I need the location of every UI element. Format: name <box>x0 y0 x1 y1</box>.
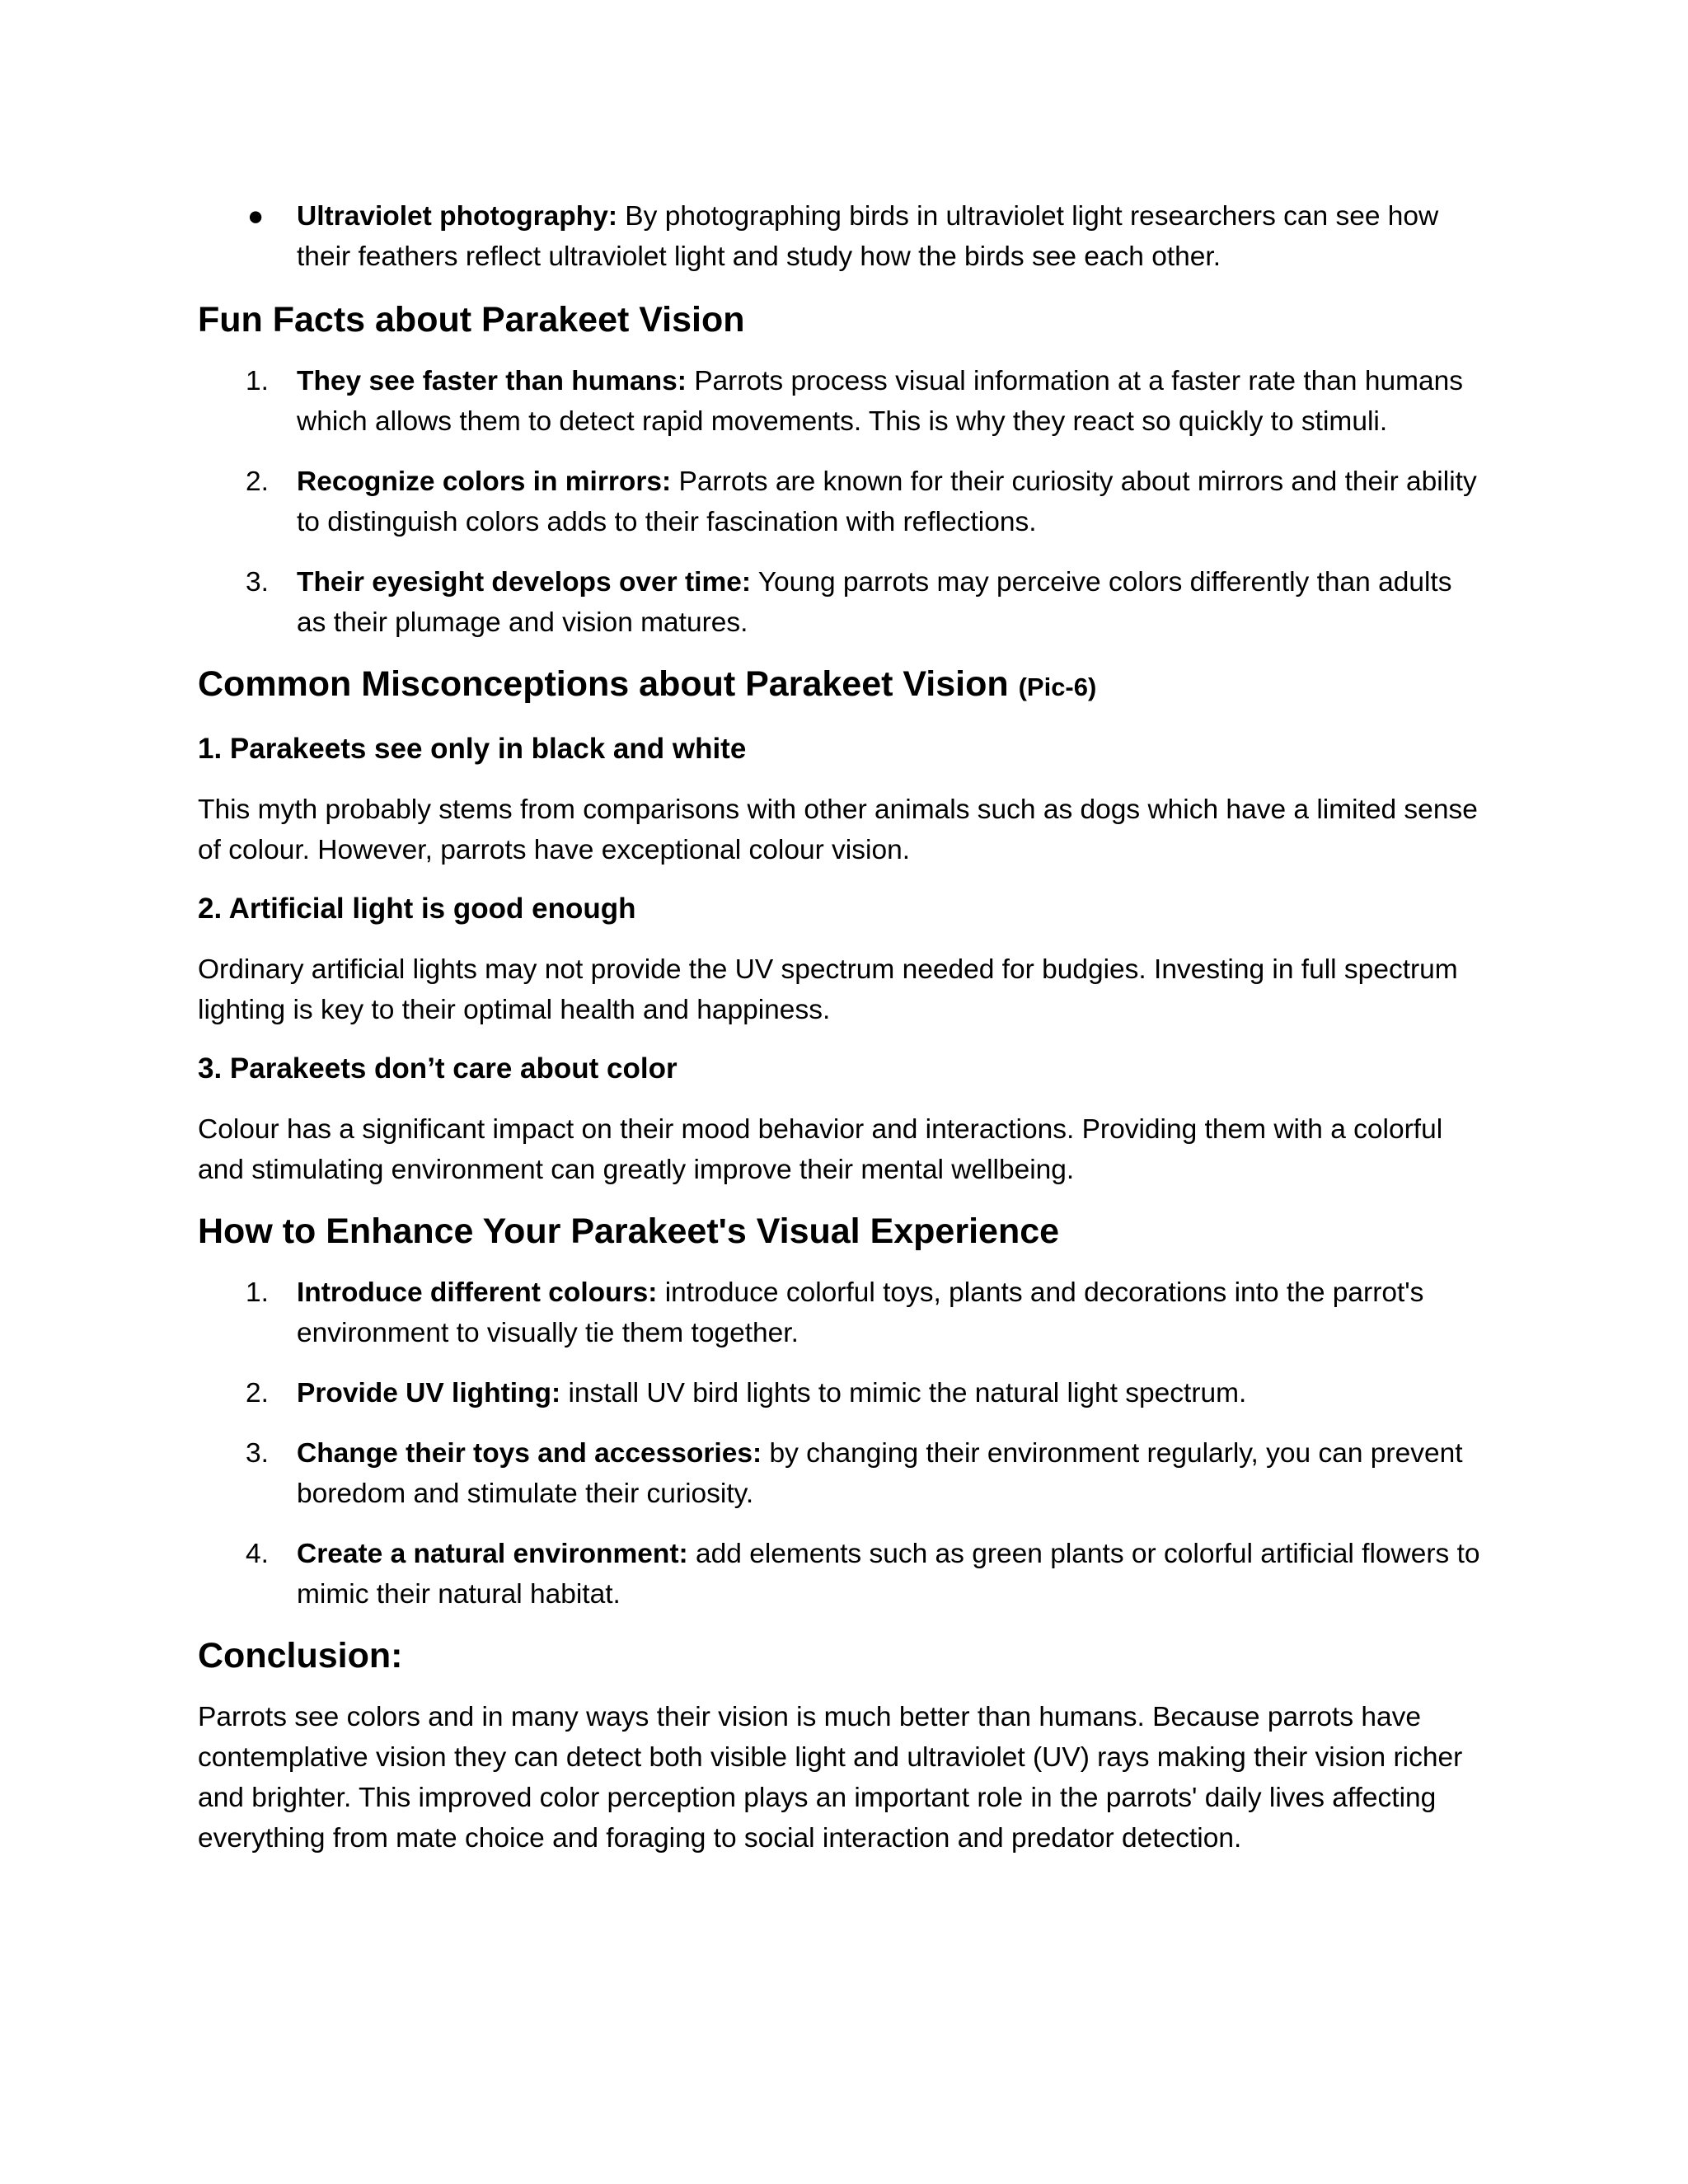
enhance-item <box>198 1373 1484 1413</box>
enhance-text: add elements such as green plants or colorful artificial flowers to mimic their natural habitat. <box>297 1539 1480 1610</box>
enhance-paragraph <box>297 1373 1484 1413</box>
fun-fact-text: Young parrots may perceive colors differently than adults as their plumage and vision matures. <box>297 567 1452 638</box>
bullet-paragraph <box>297 196 1484 277</box>
list-number: 3. <box>246 567 269 598</box>
fun-fact-paragraph <box>297 361 1484 442</box>
fun-fact-paragraph <box>297 562 1484 643</box>
fun-fact-paragraph <box>297 462 1484 542</box>
list-number: 1. <box>246 366 269 396</box>
list-number: 4. <box>246 1539 269 1569</box>
fun-facts-heading: Fun Facts about Parakeet Vision <box>198 300 745 340</box>
enhance-item <box>198 1534 1484 1615</box>
misconceptions-heading <box>198 661 1484 710</box>
list-number: 1. <box>246 1277 269 1308</box>
misconception-title: 3. Parakeets don’t care about color <box>198 1052 678 1085</box>
fun-fact-label: Their eyesight develops over time: <box>297 567 752 598</box>
ultraviolet-photography-bullet <box>198 196 1484 277</box>
enhance-text: install UV bird lights to mimic the natural light spectrum. <box>568 1378 1247 1408</box>
enhance-label: Change their toys and accessories: <box>297 1438 762 1469</box>
fun-fact-item <box>198 462 1484 542</box>
misconceptions-heading-note: (Pic-6) <box>1018 673 1097 701</box>
enhance-paragraph <box>297 1433 1484 1514</box>
document-page <box>198 196 1484 1858</box>
fun-fact-item <box>198 361 1484 442</box>
conclusion-heading: Conclusion: <box>198 1636 403 1675</box>
misconceptions-heading-text: Common Misconceptions about Parakeet Vision <box>198 664 1009 704</box>
fun-fact-item <box>198 562 1484 643</box>
enhance-label: Introduce different colours: <box>297 1277 658 1308</box>
fun-fact-text: Parrots process visual information at a faster rate than humans which allows them to detect rapid movements. This is why they react so quickly to stimuli. <box>297 366 1464 437</box>
misconception-title: 2. Artificial light is good enough <box>198 893 636 925</box>
fun-fact-label: They see faster than humans: <box>297 366 687 396</box>
enhance-text: introduce colorful toys, plants and decorations into the parrot's environment to visually tie them together. <box>297 1277 1424 1348</box>
misconception-body: Colour has a significant impact on their mood behavior and interactions. Providing them with a colorful and stimulating environment can greatly improve their mental wellbeing. <box>198 1114 1443 1185</box>
list-number: 2. <box>246 1378 269 1408</box>
fun-fact-text: Parrots are known for their curiosity about mirrors and their ability to distinguish colors adds to their fascination with reflections. <box>297 466 1477 537</box>
fun-fact-label: Recognize colors in mirrors: <box>297 466 672 497</box>
bullet-icon: ● <box>247 201 265 232</box>
list-number: 2. <box>246 466 269 497</box>
enhance-paragraph <box>297 1272 1484 1353</box>
enhance-heading: How to Enhance Your Parakeet's Visual Experience <box>198 1212 1060 1251</box>
list-number: 3. <box>246 1438 269 1469</box>
conclusion-body: Parrots see colors and in many ways their vision is much better than humans. Because parrots have contemplative vision they can detect both visible light and ultraviolet (UV) rays making their vision richer and brighter. This improved color perception plays an important role in the parrots' daily lives affecting everything from mate choice and foraging to social interaction and predator detection. <box>198 1702 1463 1854</box>
enhance-text: by changing their environment regularly, you can prevent boredom and stimulate their curiosity. <box>297 1438 1463 1509</box>
bullet-label: Ultraviolet photography: <box>297 201 617 232</box>
bullet-text: By photographing birds in ultraviolet light researchers can see how their feathers reflect ultraviolet light and study how the birds see each other. <box>297 201 1439 272</box>
enhance-label: Create a natural environment: <box>297 1539 688 1569</box>
enhance-item <box>198 1272 1484 1353</box>
enhance-paragraph <box>297 1534 1484 1615</box>
misconception-title: 1. Parakeets see only in black and white <box>198 733 747 765</box>
enhance-item <box>198 1433 1484 1514</box>
misconception-body: This myth probably stems from comparisons with other animals such as dogs which have a limited sense of colour. However, parrots have exceptional colour vision. <box>198 794 1478 865</box>
enhance-label: Provide UV lighting: <box>297 1378 561 1408</box>
misconception-body: Ordinary artificial lights may not provide the UV spectrum needed for budgies. Investing in full spectrum lighting is key to their optimal health and happiness. <box>198 954 1458 1025</box>
